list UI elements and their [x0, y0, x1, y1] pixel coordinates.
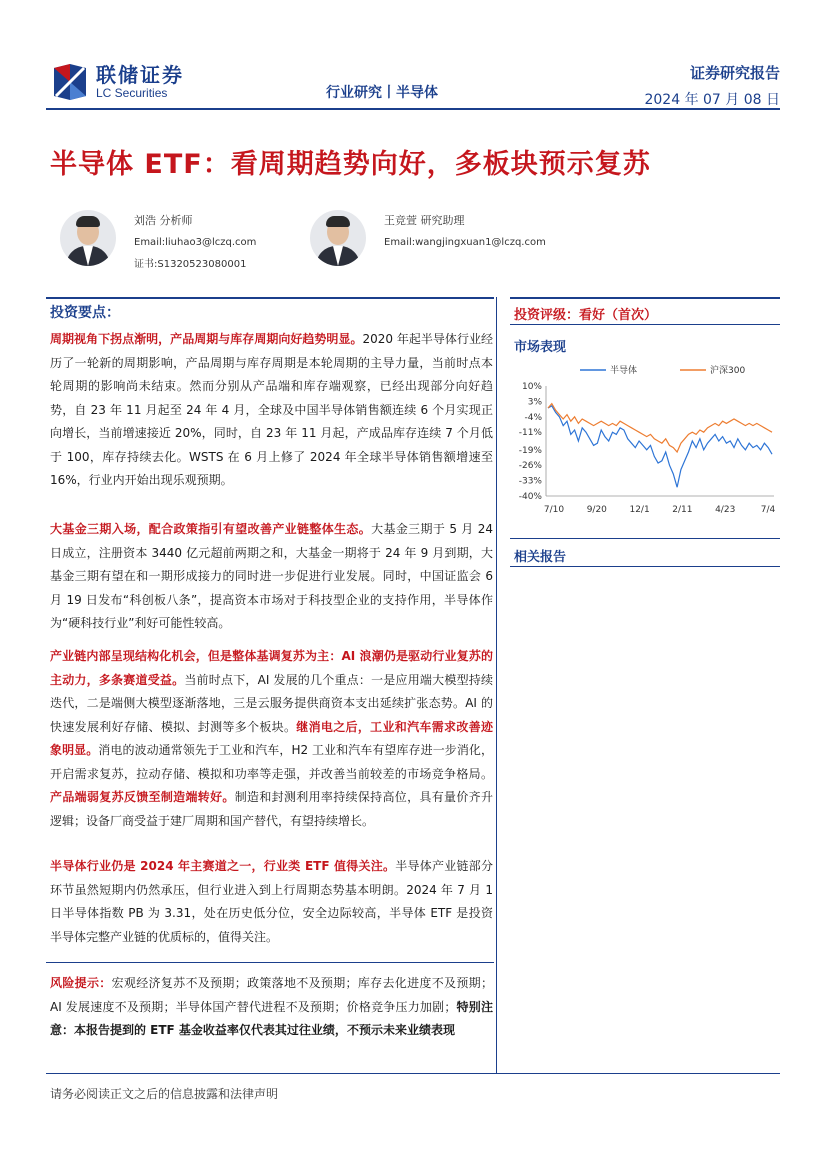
x-tick-label: 7/10	[543, 505, 565, 515]
industry-label: 行业研究丨半导体	[326, 85, 438, 101]
paragraph-etf	[50, 855, 493, 949]
x-tick-label: 7/4	[760, 505, 776, 515]
logo-mark-icon	[50, 62, 90, 102]
paragraph-highlight: 产品端弱复苏反馈至制造端转好。	[50, 790, 235, 804]
paragraph-text: 2020 年起半导体行业经历了一轮新的周期影响，产品周期与库存周期是本轮周期的主导力量，当前时点本轮周期的影响尚未结束。然而分别从产品端和库存端观察，已经出现部分向好趋势，自 23 年 11 月起至 24 年 4 月，全球及中国半导体销售额连续 6 个月实现正向增长，当前增速接近 20%，同时，自 23 年 11 月起，产成品库存连续 7 个月低于 100，库存持续去化。WSTS 在 6 月上修了 2024 年全球半导体销售额增速至 16%，行业内开始出现乐观预期。	[50, 332, 493, 487]
header-divider	[46, 108, 780, 110]
paragraph-highlight: 半导体行业仍是 2024 年主赛道之一，行业类 ETF 值得关注。	[50, 859, 396, 873]
paragraph-highlight: 周期视角下拐点渐明，产品周期与库存周期向好趋势明显。	[50, 332, 363, 346]
paragraph-text: 消电的波动通常领先于工业和汽车，H2 工业和汽车有望库存进一步消化，开启需求复苏，拉动存储、模拟和功率等走强，并改善当前较差的市场竞争格局。	[50, 743, 493, 781]
y-tick-label: -26%	[518, 461, 542, 472]
y-tick-label: -19%	[518, 445, 542, 456]
y-tick-label: -33%	[518, 476, 542, 487]
paragraph-text: 大基金三期于 5 月 24 日成立，注册资本 3440 亿元超前两期之和，大基金一期将于 24 年 9 月到期，大基金三期有望在和一期形成接力的同时进一步促进行业发展。同时，中国证监会 6 月 19 日发布“科创板八条”，提高资本市场对于科技型企业的支持作用，半导体作为“硬科技行业”利好可能性较高。	[50, 522, 493, 630]
paragraph-structure	[50, 645, 493, 833]
report-date: 2024 年 07 月 08 日	[644, 92, 780, 108]
author-card	[310, 210, 546, 266]
paragraph-text: 半导体产业链部分环节虽然短期内仍然承压，但行业进入到上行周期态势基本明朗。2024 年 7 月 1 日半导体指数 PB 为 3.31，处在历史低分位，安全边际较高，半导体 ETF 是投资半导体完整产业链的优质标的，值得关注。	[50, 859, 493, 944]
x-tick-label: 12/1	[629, 505, 650, 515]
market-title: 市场表现	[514, 340, 567, 355]
legend-label: 半导体	[610, 366, 638, 376]
risk-divider	[46, 962, 494, 963]
related-top-divider	[510, 538, 780, 539]
paragraph-highlight: 大基金三期入场，配合政策指引有望改善产业链整体生态。	[50, 522, 372, 536]
header-right	[644, 62, 780, 109]
author-card	[60, 210, 256, 276]
paragraph-highlight: 产业链内部呈现结构化机会，但是整体基调复苏为主：AI 浪潮仍是驱动行业复苏的主动力，多条赛道受益。	[50, 649, 493, 687]
chart-legend	[580, 364, 745, 376]
notice-text: 特别注意：本报告提到的 ETF 基金收益率仅代表其过往业绩，不预示未来业绩表现	[50, 999, 493, 1037]
author-license: 证书:S1320523080001	[134, 259, 247, 270]
page-title: 半导体 ETF：看周期趋势向好，多板块预示复苏	[50, 149, 651, 180]
x-tick-label: 9/20	[586, 505, 607, 515]
y-tick-label: -11%	[518, 428, 542, 439]
author-avatar	[60, 210, 116, 266]
author-name: 刘浩 分析师	[134, 214, 193, 227]
footer-divider	[46, 1073, 780, 1074]
y-tick-label: -4%	[524, 412, 542, 423]
chart-lines	[548, 404, 772, 488]
paragraph-fund	[50, 518, 493, 636]
paragraph-text: 制造和封测利用率持续保持高位，具有量价齐升逻辑；设备厂商受益于建厂周期和国产替代，有望持续增长。	[50, 790, 493, 828]
key-points-title: 投资要点：	[50, 305, 120, 321]
report-type: 证券研究报告	[689, 64, 780, 82]
rating-bottom-divider	[510, 324, 780, 325]
paragraph-risk	[50, 972, 493, 1043]
series-line	[548, 406, 772, 487]
risk-label: 风险提示：	[50, 976, 112, 990]
x-tick-label: 4/23	[715, 505, 736, 515]
company-logo	[50, 60, 200, 104]
paragraph-text: 当前时点下，AI 发展的几个重点：一是应用端大模型持续迭代，二是端侧大模型逐渐落地，三是云服务提供商资本支出延续扩张态势。AI 的快速发展利好存储、模拟、封测等多个板块。	[50, 672, 493, 734]
investment-rating: 投资评级：看好（首次）	[514, 308, 658, 323]
author-avatar	[310, 210, 366, 266]
rating-divider	[510, 297, 780, 299]
footer-disclaimer: 请务必阅读正文之后的信息披露和法律声明	[50, 1087, 279, 1101]
author-email: Email:wangjingxuan1@lczq.com	[384, 237, 546, 248]
legend-label: 沪深300	[710, 366, 746, 376]
key-points-divider	[46, 297, 494, 299]
market-performance-chart	[510, 360, 782, 520]
column-divider	[496, 297, 497, 1073]
y-tick-label: 10%	[521, 382, 542, 392]
paragraph-cycle	[50, 328, 493, 493]
author-email: Email:liuhao3@lczq.com	[134, 237, 257, 248]
y-tick-label: -40%	[518, 492, 542, 502]
related-reports-title: 相关报告	[514, 550, 567, 565]
logo-en-text: LC Securities	[96, 86, 168, 100]
y-tick-label: 3%	[527, 397, 542, 408]
risk-text: 宏观经济复苏不及预期；政策落地不及预期；库存去化进度不及预期；AI 发展速度不及预期；半导体国产替代进程不及预期；价格竞争压力加剧；	[50, 976, 493, 1014]
author-name: 王竞萱 研究助理	[384, 214, 465, 227]
logo-cn-text: 联储证券	[96, 63, 184, 87]
x-tick-label: 2/11	[672, 505, 693, 515]
related-divider	[510, 566, 780, 567]
paragraph-highlight: 继消电之后，工业和汽车需求改善迹象明显。	[50, 719, 493, 757]
